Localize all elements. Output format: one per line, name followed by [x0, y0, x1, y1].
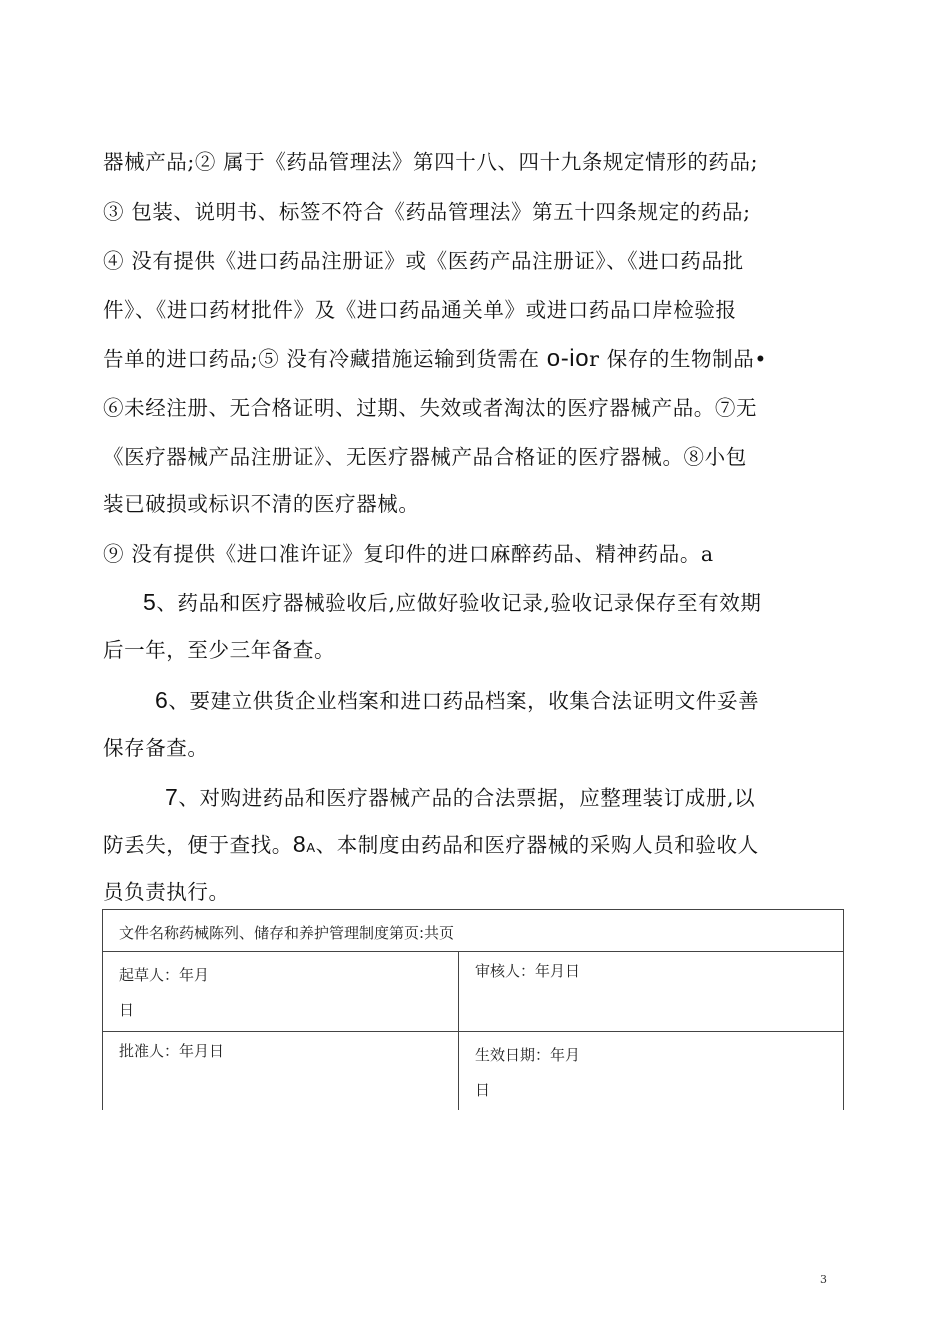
body-line: 保存备查。	[103, 736, 209, 760]
approver-cell	[103, 1032, 459, 1110]
body-text: 告单的进口药品;⑤ 没有冷藏措施运输到货需在	[103, 347, 547, 371]
body-line: 《医疗器械产品注册证》、无医疗器械产品合格证的医疗器械。⑧小包	[103, 445, 747, 469]
paragraph-number: 8	[292, 831, 307, 857]
drafter-day: 日	[119, 1001, 135, 1019]
small-letter: A	[306, 840, 316, 855]
paragraph-number: 7	[165, 784, 179, 810]
page-number: 3	[820, 1273, 827, 1286]
document-info-table	[102, 909, 844, 1110]
effective-date-cell	[459, 1032, 844, 1110]
reviewer-cell	[459, 952, 844, 1032]
paragraph-number: 6	[155, 687, 169, 713]
temperature-text: o-io	[546, 345, 590, 372]
body-line: 装已破损或标识不清的医疗器械。	[103, 492, 420, 516]
body-line: 员负责执行。	[103, 880, 230, 904]
approver-label: 批准人：年月日	[119, 1042, 225, 1060]
body-line: 器械产品;② 属于《药品管理法》第四十八、四十九条规定情形的药品;	[103, 150, 759, 174]
body-text: 防丢失，便于查找。	[103, 833, 293, 857]
body-line: 件》、《进口药材批件》及《进口药品通关单》或进口药品口岸检验报	[103, 298, 737, 322]
drafter-label: 起草人：年月	[119, 966, 210, 984]
paragraph-6-line	[155, 686, 759, 715]
body-text: 、药品和医疗器械验收后,应做好验收记录,验收记录保存至有效期	[156, 591, 762, 615]
file-name-text: 文件名称药械陈列、储存和养护管理制度第页:共页	[119, 924, 455, 942]
body-text: r 保存的生物制品•	[589, 347, 768, 371]
effective-date-label: 生效日期：年月	[475, 1046, 581, 1064]
body-line: 后一年，至少三年备查。	[103, 638, 336, 662]
file-name-cell	[103, 910, 844, 952]
body-text: 、本制度由药品和医疗器械的采购人员和验收人	[315, 833, 759, 857]
reviewer-label: 审核人：年月日	[475, 962, 581, 980]
body-text: 、对购进药品和医疗器械产品的合法票据，应整理装订成册,以	[178, 786, 756, 810]
body-line: ③ 包装、说明书、标签不符合《药品管理法》第五十四条规定的药品;	[103, 200, 751, 224]
paragraph-number: 5	[143, 589, 157, 615]
body-line	[103, 345, 767, 373]
body-line: ⑥未经注册、无合格证明、过期、失效或者淘汰的医疗器械产品。⑦无	[103, 396, 758, 420]
body-line	[103, 830, 759, 862]
paragraph-7-line	[165, 783, 755, 812]
drafter-cell	[103, 952, 459, 1032]
body-text: 、要建立供货企业档案和进口药品档案，收集合法证明文件妥善	[168, 689, 760, 713]
body-line: ⑨ 没有提供《进口准许证》复印件的进口麻醉药品、精神药品。a	[103, 542, 714, 566]
effective-date-day: 日	[475, 1081, 491, 1099]
paragraph-5-line	[143, 588, 761, 617]
body-line: ④ 没有提供《进口药品注册证》或《医药产品注册证》、《进口药品批	[103, 249, 744, 273]
